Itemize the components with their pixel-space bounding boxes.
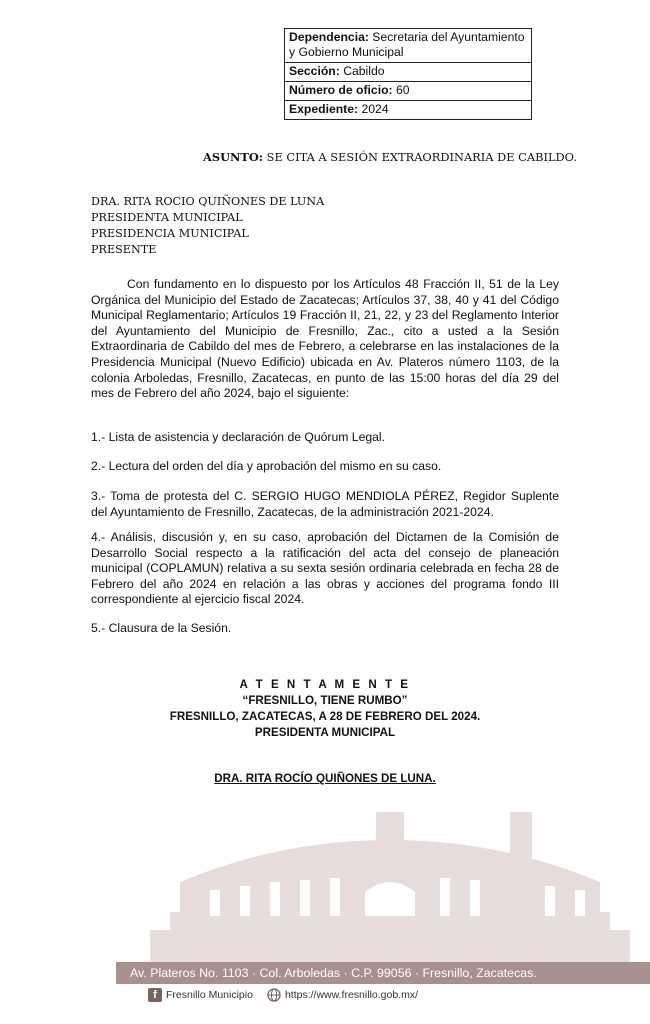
footer-address-bar: Av. Plateros No. 1103 · Col. Arboledas · C.P. 99056 · Fresnillo, Zacatecas.	[116, 962, 650, 984]
body-paragraph: Con fundamento en lo dispuesto por los Artículos 48 Fracción II, 51 de la Ley Orgánica del Municipio del Estado de Zacatecas; Artículos 37, 38, 40 y 41 del Código Municipal Reglamentario; Artículos 19 Fracción II, 21, 22, y 23 del Reglamento Interior del Ayuntamiento del Municipio de Fresnillo, Zac., cito a usted a la Sesión Extraordinaria de Cabildo del mes de Febrero, a celebrarse en las instalaciones de la Presidencia Municipal (Nuevo Edificio) ubicada en Av. Plateros número 1103, de la colonia Arboledas, Fresnillo, Zacatecas, en punto de las 15:00 horas del día 29 del mes de Febrero del año 2024, bajo el siguiente:	[91, 277, 559, 401]
agenda-item-3: 3.- Toma de protesta del C. SERGIO HUGO MENDIOLA PÉREZ, Regidor Suplente del Ayuntamiento de Fresnillo, Zacatecas, de la administración 2021-2024.	[91, 489, 559, 519]
agenda-item-4: 4.- Análisis, discusión y, en su caso, aprobación del Dictamen de la Comisión de Desarrollo Social respecto a la ratificación del acta del consejo de planeación municipal (COPLAMUN) relativa a su sexta sesión ordinaria celebrada en fecha 28 de Febrero del año 2024 en relación a las obras y acciones del programa fondo III correspondiente al ejercicio fiscal 2024.	[91, 530, 559, 607]
addressee-name: DRA. RITA ROCIO QUIÑONES DE LUNA	[91, 195, 325, 208]
document-info-box	[284, 28, 532, 120]
seccion-label: Sección:	[289, 64, 340, 78]
closing-motto: “FRESNILLO, TIENE RUMBO”	[242, 694, 408, 707]
subject-line	[203, 150, 577, 164]
website-link[interactable]: https://www.fresnillo.gob.mx/	[284, 989, 419, 1001]
dependencia-row	[285, 29, 531, 63]
addressee-office: PRESIDENCIA MUNICIPAL	[91, 227, 249, 240]
closing-place-date: FRESNILLO, ZACATECAS, A 28 DE FEBRERO DEL 2024.	[169, 710, 481, 723]
footer-links	[148, 986, 418, 1004]
agenda-item-1: 1.- Lista de asistencia y declaración de Quórum Legal.	[91, 430, 386, 444]
building-watermark	[150, 812, 630, 962]
globe-icon	[267, 988, 281, 1002]
dependencia-label: Dependencia:	[289, 30, 369, 44]
addressee-block	[91, 194, 324, 258]
seccion-value: Cabildo	[339, 64, 385, 78]
facebook-icon: f	[148, 988, 162, 1002]
dependencia-value: Secretaria del Ayuntamiento y Gobierno Municipal	[289, 30, 525, 59]
subject-label: ASUNTO:	[203, 150, 264, 164]
addressee-title: PRESIDENTA MUNICIPAL	[91, 211, 243, 224]
oficio-label: Número de oficio:	[289, 83, 393, 97]
atentamente-text: A T E N T A M E N T E	[239, 678, 411, 691]
expediente-value: 2024	[358, 102, 389, 116]
signer-name: DRA. RITA ROCÍO QUIÑONES DE LUNA.	[214, 772, 436, 785]
facebook-link[interactable]: Fresnillo Municipio	[166, 989, 253, 1001]
closing-role: PRESIDENTA MUNICIPAL	[254, 726, 396, 739]
expediente-row	[285, 101, 531, 119]
oficio-value: 60	[392, 83, 410, 97]
seccion-row	[285, 63, 531, 82]
subject-text: SE CITA A SESIÓN EXTRAORDINARIA DE CABILDO.	[263, 150, 577, 164]
agenda-item-2: 2.- Lectura del orden del día y aprobación del mismo en su caso.	[91, 459, 442, 473]
addressee-presente: PRESENTE	[91, 243, 157, 256]
closing-atentamente	[0, 677, 650, 693]
expediente-label: Expediente:	[289, 102, 359, 116]
agenda-item-5: 5.- Clausura de la Sesión.	[91, 621, 232, 635]
oficio-row	[285, 82, 531, 101]
